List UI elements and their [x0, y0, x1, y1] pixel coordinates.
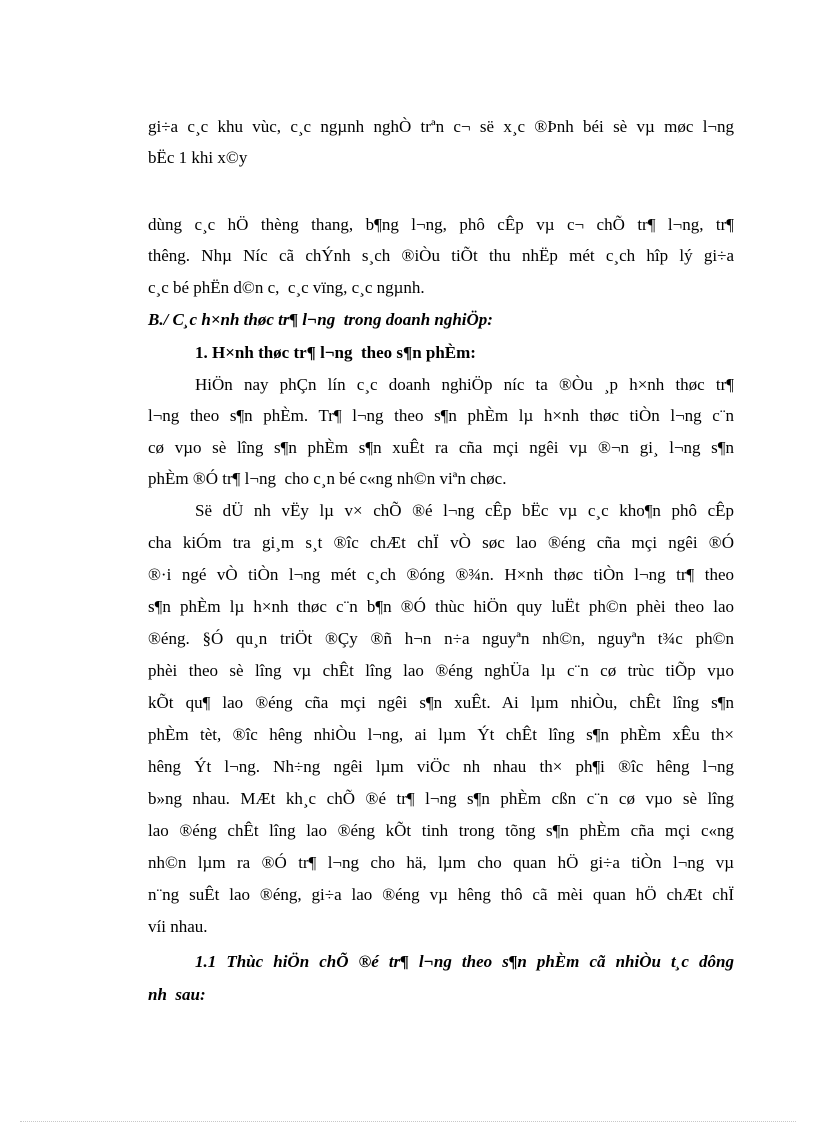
text-line: Së dÜ nh vËy lµ v× chÕ ®é l¬ng cÊp bËc vµ c¸c kho¶n phô cÊp: [195, 501, 734, 520]
subsection-heading: 1. H×nh thøc tr¶ l¬ng theo s¶n phÈm:: [195, 343, 476, 362]
text-line: bËc 1 khi x©y: [148, 148, 248, 167]
text-line: s¶n phÈm lµ h×nh thøc c¨n b¶n ®Ó thùc hiÖn quy luËt ph©n phèi theo lao: [148, 597, 734, 616]
text-line: nh©n lµm ra ®Ó tr¶ l¬ng cho hä, lµm cho quan hÖ gi÷a tiÒn l¬ng vµ: [148, 853, 734, 872]
text-line: n¨ng suÊt lao ®éng, gi÷a lao ®éng vµ hêng thô cã mèi quan hÖ chÆt chÏ: [148, 885, 734, 904]
text-line: thêng. Nhµ Níc cã chÝnh s¸ch ®iÒu tiÕt thu nhËp mét c¸ch hîp lý gi÷a: [148, 246, 734, 265]
text-line: ®éng. §Ó qu¸n triÖt ®Çy ®ñ h¬n n÷a nguyªn nh©n, nguyªn t¾c ph©n: [148, 629, 734, 648]
text-line: hêng Ýt l¬ng. Nh÷ng ngêi lµm viÖc nh nhau th× ph¶i ®îc hêng l¬ng: [148, 757, 734, 776]
text-line: lao ®éng chÊt lîng lao ®éng kÕt tinh trong tõng s¶n phÈm cña mçi c«ng: [148, 821, 734, 840]
text-line: HiÖn nay phÇn lín c¸c doanh nghiÖp níc ta ®Òu ¸p h×nh thøc tr¶: [195, 375, 734, 394]
page-bottom-rule: [20, 1121, 796, 1122]
text-line: cø vµo sè lîng s¶n phÈm s¶n xuÊt ra cña mçi ngêi vµ ®¬n gi¸ l¬ng s¶n: [148, 438, 734, 457]
text-line: ®·i ngé vÒ tiÒn l¬ng mét c¸ch ®óng ®¾n. H×nh thøc tiÒn l¬ng tr¶ theo: [148, 565, 734, 584]
text-line: víi nhau.: [148, 917, 208, 936]
text-line: phÈm tèt, ®îc hêng nhiÒu l¬ng, ai lµm Ýt chÊt lîng s¶n phÈm xÊu th×: [148, 725, 734, 744]
text-line: dùng c¸c hÖ thèng thang, b¶ng l¬ng, phô cÊp vµ c¬ chÕ tr¶ l¬ng, tr¶: [148, 215, 734, 234]
text-line: c¸c bé phËn d©n c, c¸c vïng, c¸c ngµnh.: [148, 278, 425, 297]
text-line: phèi theo sè lîng vµ chÊt lîng lao ®éng nghÜa lµ c¨n cø trùc tiÕp vµo: [148, 661, 734, 680]
section-heading: B./ C¸c h×nh thøc tr¶ l¬ng trong doanh nghiÖp:: [148, 310, 493, 329]
text-line: b»ng nhau. MÆt kh¸c chÕ ®é tr¶ l¬ng s¶n phÈm cßn c¨n cø vµo sè lîng: [148, 789, 734, 808]
text-line: kÕt qu¶ lao ®éng cña mçi ngêi s¶n xuÊt. Ai lµm nhiÒu, chÊt lîng s¶n: [148, 693, 734, 712]
text-line: gi÷a c¸c khu vùc, c¸c ngµnh nghÒ trªn c¬ së x¸c ®Þnh béi sè vµ møc l¬ng: [148, 117, 734, 136]
text-line: phÈm ®Ó tr¶ l¬ng cho c¸n bé c«ng nh©n viªn chøc.: [148, 469, 507, 488]
text-line: l¬ng theo s¶n phÈm. Tr¶ l¬ng theo s¶n phÈm lµ h×nh thøc tiÒn l¬ng c¨n: [148, 406, 734, 425]
subsection-heading: nh sau:: [148, 985, 206, 1004]
subsection-heading: 1.1 Thùc hiÖn chÕ ®é tr¶ l¬ng theo s¶n phÈm cã nhiÒu t¸c dông: [195, 952, 734, 971]
text-line: cha kiÓm tra gi¸m s¸t ®îc chÆt chÏ vÒ søc lao ®éng cña mçi ngêi ®Ó: [148, 533, 734, 552]
